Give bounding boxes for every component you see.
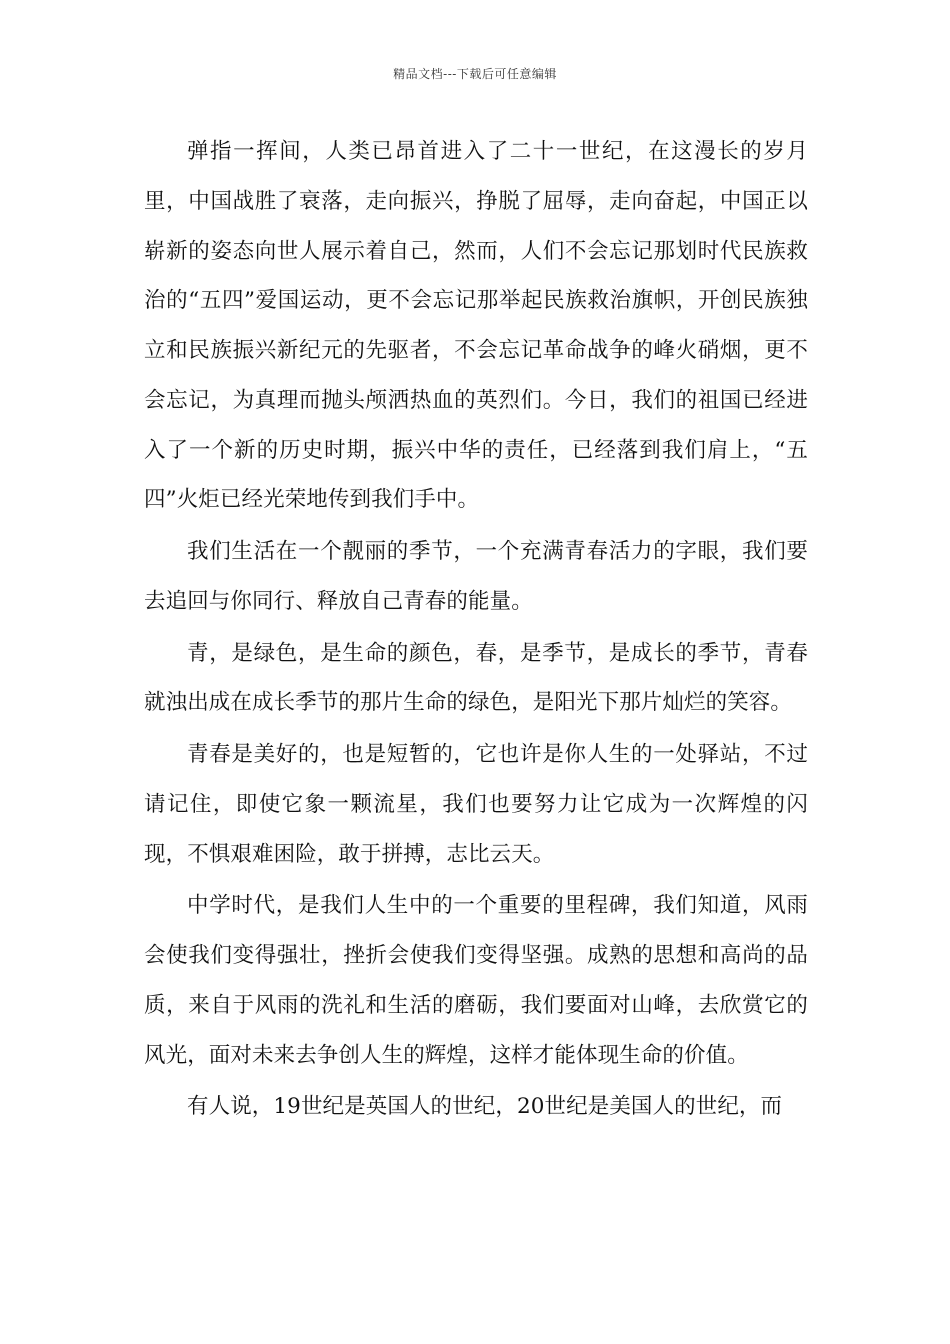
- paragraph-1: 弹指一挥间，人类已昂首进入了二十一世纪，在这漫长的岁月里，中国战胜了衰落，走向振兴，挣脱了屈辱，走向奋起，中国正以崭新的姿态向世人展示着自己，然而，人们不会忘记那划时代民族救治的“五四”爱国运动，更不会忘记那举起民族救治旗帜，开创民族独立和民族振兴新纪元的先驱者，不会忘记革命战争的峰火硝烟，更不会忘记，为真理而抛头颅洒热血的英烈们。今日，我们的祖国已经进入了一个新的历史时期，振兴中华的责任，已经落到我们肩上，“五四”火炬已经光荣地传到我们手中。: [144, 139, 808, 513]
- page-header: 精品文档---下载后可任意编辑: [393, 67, 557, 81]
- paragraph-2: 我们生活在一个靓丽的季节，一个充满青春活力的字眼，我们要去追回与你同行、释放自己青春的能量。: [144, 539, 808, 614]
- paragraph-4: 青春是美好的，也是短暂的，它也许是你人生的一处驿站，不过请记住，即使它象一颗流星，我们也要努力让它成为一次辉煌的闪现，不惧艰难困险，敢于拼搏，志比云天。: [144, 742, 808, 867]
- paragraph-6: 有人说，19世纪是英国人的世纪，20世纪是美国人的世纪，而: [187, 1094, 783, 1120]
- paragraph-5: 中学时代，是我们人生中的一个重要的里程碑，我们知道，风雨会使我们变得强壮，挫折会使我们变得坚强。成熟的思想和高尚的品质，来自于风雨的洗礼和生活的磨砺，我们要面对山峰，去欣赏它的风光，面对未来去争创人生的辉煌，这样才能体现生命的价值。: [144, 893, 808, 1068]
- document-body: [144, 127, 808, 1134]
- paragraph-3: 青，是绿色，是生命的颜色，春，是季节，是成长的季节，青春就浊出成在成长季节的那片生命的绿色，是阳光下那片灿烂的笑容。: [144, 640, 808, 716]
